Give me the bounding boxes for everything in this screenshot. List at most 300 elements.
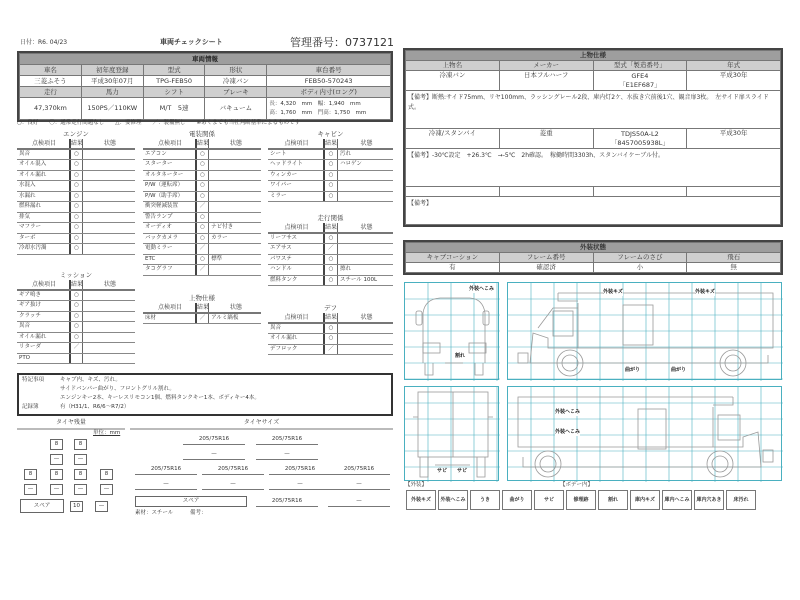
body-spec-section bbox=[143, 293, 261, 324]
check-row bbox=[17, 150, 135, 161]
header-cell: シフト bbox=[143, 87, 205, 98]
check-item: ギア抜け bbox=[19, 302, 42, 308]
cabin-section bbox=[268, 129, 393, 202]
check-row bbox=[268, 276, 393, 287]
dims-line: 長：4,320 mm 幅：1,940 mm bbox=[269, 100, 361, 107]
tire-size-cell: — bbox=[256, 450, 318, 460]
rating-legend: ○：良好 〇：通常走行問題なし △：要修理 ／：装備無し ※あくまでも当社判断基準によるものです bbox=[17, 120, 301, 126]
check-result: ○ bbox=[323, 234, 338, 244]
tire-size-cell: — bbox=[269, 480, 331, 490]
damage-legend-item: うき bbox=[470, 490, 500, 510]
check-item: 床材 bbox=[145, 314, 157, 321]
header-result: 結果 bbox=[325, 224, 338, 231]
check-row bbox=[268, 234, 393, 245]
header-item: 点検項目 bbox=[31, 139, 56, 147]
damage-mark: サビ bbox=[457, 468, 468, 474]
check-row bbox=[17, 213, 135, 224]
check-item: ETC bbox=[145, 255, 156, 262]
rear-truck-outline bbox=[405, 387, 500, 482]
check-row bbox=[17, 160, 135, 171]
header-item: 点検項目 bbox=[284, 223, 309, 231]
check-row bbox=[17, 181, 135, 192]
check-item: ハンドル bbox=[270, 266, 293, 272]
check-item: 衝突軽減装置 bbox=[145, 203, 179, 209]
header-cell: ボディ内寸(ロング) bbox=[267, 87, 391, 98]
header-cell: フレーム番号 bbox=[499, 253, 593, 263]
check-result: ○ bbox=[69, 160, 83, 170]
header-item: 点検項目 bbox=[284, 313, 309, 321]
tire-depth: 8 bbox=[50, 469, 63, 480]
value-cell: 平成30年 bbox=[687, 129, 781, 149]
column-header-row bbox=[268, 223, 393, 234]
header-cell: 形状 bbox=[205, 65, 267, 76]
date-label: 日付：R6. 04/23 bbox=[20, 39, 68, 46]
value-cell: 有 bbox=[406, 263, 500, 273]
check-item: 電動ミラー bbox=[145, 245, 173, 251]
check-result: ○ bbox=[195, 255, 209, 265]
header-cell: 走行 bbox=[20, 87, 82, 98]
notes-line: サイドバンパー曲がり、フロントグリル割れ。 bbox=[60, 386, 175, 392]
tire-depth: — bbox=[100, 484, 113, 495]
check-row bbox=[143, 234, 261, 245]
tire-depth: — bbox=[50, 454, 63, 465]
check-status: 汚れ bbox=[340, 150, 352, 157]
grid-lines bbox=[508, 387, 783, 482]
value-cell: 冷凍/スタンバイ bbox=[406, 129, 500, 149]
tire-remaining bbox=[17, 419, 125, 519]
check-result: ○ bbox=[69, 333, 83, 343]
check-result: ○ bbox=[323, 192, 338, 202]
check-row bbox=[143, 192, 261, 203]
remark-label: 備考： bbox=[190, 510, 207, 516]
tire-depth: 8 bbox=[50, 439, 63, 450]
header-result: 結果 bbox=[70, 140, 83, 147]
damage-legend-item: 曲がり bbox=[502, 490, 532, 510]
check-result: ○ bbox=[323, 255, 338, 265]
check-row bbox=[268, 150, 393, 161]
tire-depth: 8 bbox=[74, 469, 87, 480]
column-header-row bbox=[17, 280, 135, 291]
damage-legend-item: 床汚れ bbox=[726, 490, 756, 510]
check-row bbox=[143, 171, 261, 182]
memo: 【備考】-30℃設定 +26.3℃ →-5℃ 2h確認。 稼働時間3303h、スタンバイケーブル付。 bbox=[406, 149, 781, 187]
header-result: 結果 bbox=[325, 314, 338, 321]
check-item: 異音 bbox=[19, 150, 31, 157]
value-cell bbox=[593, 129, 687, 149]
check-item: ギア鳴き bbox=[19, 291, 42, 298]
value-cell bbox=[593, 71, 687, 91]
damage-legend-item: 庫内キズ bbox=[630, 490, 660, 510]
tire-size-cell: 205/75R16 bbox=[135, 465, 197, 475]
check-item: ワイパー bbox=[270, 182, 292, 188]
check-item: マフラー bbox=[19, 224, 42, 230]
serial: 「8457005938L」 bbox=[610, 138, 669, 147]
value-cell: 冷凍バン bbox=[205, 76, 267, 87]
check-item: オイル漏れ bbox=[270, 335, 298, 341]
check-row bbox=[143, 160, 261, 171]
check-row bbox=[268, 160, 393, 171]
check-result: ○ bbox=[323, 265, 338, 275]
check-result: ○ bbox=[195, 150, 209, 160]
interior-legend-label: 【ボデー内】 bbox=[560, 482, 594, 488]
notes-label: 特記事項 bbox=[22, 377, 45, 383]
value-cell: 菱重 bbox=[499, 129, 593, 149]
spare-label: スペア bbox=[20, 499, 64, 513]
header-result: 結果 bbox=[325, 140, 338, 147]
check-item: オイル漏れ bbox=[19, 171, 47, 178]
spare-depth: — bbox=[95, 501, 108, 512]
check-row bbox=[268, 244, 393, 255]
section-title: 電装関係 bbox=[189, 130, 215, 138]
header-item: 点検項目 bbox=[284, 139, 309, 147]
notes-line: キャブ内、キズ、汚れ。 bbox=[60, 377, 121, 383]
check-result: ○ bbox=[195, 160, 209, 170]
tire-size-title: タイヤサイズ bbox=[130, 419, 393, 430]
check-item: P/W（助手席） bbox=[145, 192, 184, 199]
material-label: 素材：スチール bbox=[135, 510, 174, 516]
damage-legend-item: 庫内穴あき bbox=[694, 490, 724, 510]
check-result: ／ bbox=[323, 345, 338, 355]
check-result: ○ bbox=[69, 171, 83, 181]
header-status: 状態 bbox=[360, 313, 373, 321]
check-result: ○ bbox=[195, 192, 209, 202]
section-title: デフ bbox=[324, 304, 337, 312]
header-cell: 年式 bbox=[687, 61, 781, 71]
check-result: ○ bbox=[69, 213, 83, 223]
check-result: ○ bbox=[195, 234, 209, 244]
check-result: ○ bbox=[323, 334, 338, 344]
header-status: 状態 bbox=[104, 139, 117, 147]
vehicle-info-title: 車両情報 bbox=[20, 54, 391, 65]
column-header-row bbox=[143, 303, 261, 314]
tire-size-cell: — bbox=[183, 450, 245, 460]
tire-size-cell: 205/75R16 bbox=[202, 465, 264, 475]
damage-legend-item: 割れ bbox=[598, 490, 628, 510]
running-section bbox=[268, 213, 393, 286]
check-row bbox=[17, 354, 135, 365]
check-row bbox=[17, 244, 135, 255]
tire-size bbox=[130, 419, 393, 519]
value-cell: 47,370km bbox=[20, 98, 82, 120]
check-status: ハロゲン bbox=[340, 161, 362, 167]
header-status: 状態 bbox=[230, 139, 243, 147]
check-status: スチール 100L bbox=[340, 276, 378, 283]
header-result: 結果 bbox=[196, 140, 209, 147]
value-cell: 150PS／110KW bbox=[81, 98, 143, 120]
grid-lines bbox=[508, 283, 783, 381]
check-item: オイル混入 bbox=[19, 161, 47, 167]
check-result: ○ bbox=[195, 171, 209, 181]
check-row bbox=[17, 343, 135, 354]
check-result: ○ bbox=[69, 202, 83, 212]
check-result: ○ bbox=[323, 324, 338, 334]
column-header-row bbox=[268, 139, 393, 150]
spare-depth: 10 bbox=[70, 501, 83, 512]
damage-legend-item: 外装へこみ bbox=[438, 490, 468, 510]
check-row bbox=[268, 192, 393, 203]
tire-size-cell: — bbox=[202, 480, 264, 490]
check-row bbox=[17, 322, 135, 333]
check-item: ウィンカー bbox=[270, 171, 298, 178]
model: GFE4 bbox=[631, 72, 649, 81]
front-view-diagram bbox=[404, 282, 499, 380]
diff-section bbox=[268, 303, 393, 355]
header-cell: 馬力 bbox=[81, 87, 143, 98]
damage-mark: 外装へこみ bbox=[555, 409, 581, 415]
tire-remaining-title: タイヤ残量 bbox=[17, 419, 125, 430]
check-item: バックカメラ bbox=[145, 234, 179, 241]
check-row bbox=[17, 192, 135, 203]
header-item: 点検項目 bbox=[157, 303, 182, 311]
damage-mark: 曲がり bbox=[625, 367, 641, 373]
right-side-diagram bbox=[507, 386, 782, 481]
check-row bbox=[143, 150, 261, 161]
serial: 「E1EF687」 bbox=[619, 80, 661, 89]
check-row bbox=[143, 265, 261, 276]
section-title: ミッション bbox=[59, 271, 93, 279]
check-status: 擦れ bbox=[340, 266, 352, 272]
damage-legend-item: 修理跡 bbox=[566, 490, 596, 510]
check-item: エアコン bbox=[145, 150, 167, 157]
check-item: P/W（運転席） bbox=[145, 182, 184, 188]
exterior-table bbox=[403, 240, 783, 275]
value-cell: 三菱ふそう bbox=[20, 76, 82, 87]
check-item: タコグラフ bbox=[145, 266, 173, 272]
check-item: 水漏れ bbox=[19, 192, 36, 199]
check-item: 異音 bbox=[270, 324, 282, 331]
check-row bbox=[143, 223, 261, 234]
dims-line: 高：1,760 mm 門高：1,750 mm bbox=[269, 109, 367, 116]
check-result: ○ bbox=[69, 322, 83, 332]
section-title: 走行関係 bbox=[317, 214, 344, 222]
check-item: ヘッドライト bbox=[270, 161, 303, 167]
vehicle-info-table bbox=[17, 51, 393, 122]
check-row bbox=[143, 244, 261, 255]
front-truck-outline bbox=[405, 283, 500, 381]
tire-depth: — bbox=[24, 484, 37, 495]
damage-mark: 曲がり bbox=[671, 367, 687, 373]
damage-mark: サビ bbox=[437, 468, 448, 474]
exterior-title: 外装状態 bbox=[406, 243, 781, 253]
damage-mark: 外装へこみ bbox=[469, 286, 495, 292]
value-cell: 日本フルハーフ bbox=[499, 71, 593, 91]
check-result bbox=[69, 354, 83, 364]
column-header-row bbox=[17, 139, 135, 150]
body-dimensions bbox=[267, 98, 391, 120]
damage-mark: 外装キズ bbox=[695, 289, 715, 295]
upper-spec-title: 上物仕様 bbox=[406, 51, 781, 61]
value-cell: 小 bbox=[593, 263, 687, 273]
header-status: 状態 bbox=[230, 303, 243, 311]
side-truck-outline bbox=[508, 387, 783, 482]
check-item: オイル漏れ bbox=[19, 333, 47, 340]
check-item: クラッチ bbox=[19, 312, 41, 319]
check-row bbox=[268, 181, 393, 192]
header-cell: 車名 bbox=[20, 65, 82, 76]
check-status: 標準 bbox=[211, 255, 223, 262]
exterior-legend-label: 【外装】 bbox=[405, 482, 428, 488]
spare-size: 205/75R16 bbox=[256, 497, 318, 507]
damage-legend-item: 外装キズ bbox=[406, 490, 436, 510]
sheet-title: 車両チェックシート bbox=[160, 38, 223, 46]
damage-legend-item: 庫内へこみ bbox=[662, 490, 692, 510]
check-result: ／ bbox=[195, 244, 209, 254]
header-status: 状態 bbox=[104, 280, 117, 288]
mission-section bbox=[17, 270, 135, 364]
header-status: 状態 bbox=[360, 223, 373, 231]
header-cell: 型式 bbox=[143, 65, 205, 76]
check-item: 燃料タンク bbox=[270, 276, 298, 283]
tire-depth: — bbox=[50, 484, 63, 495]
check-row bbox=[268, 345, 393, 356]
check-row bbox=[17, 202, 135, 213]
check-result: ○ bbox=[323, 160, 338, 170]
check-row bbox=[268, 334, 393, 345]
column-header-row bbox=[268, 313, 393, 324]
check-result: ○ bbox=[195, 213, 209, 223]
check-item: PTO bbox=[19, 354, 31, 361]
header-cell: 初年度登録 bbox=[81, 65, 143, 76]
rear-view-diagram bbox=[404, 386, 499, 481]
check-item: リーフサス bbox=[270, 234, 298, 241]
electric-section bbox=[143, 129, 261, 276]
check-result: ○ bbox=[69, 244, 83, 254]
check-result: ○ bbox=[69, 181, 83, 191]
value-cell: 平成30年 bbox=[687, 71, 781, 91]
check-result: ／ bbox=[69, 343, 83, 353]
check-result: ○ bbox=[69, 192, 83, 202]
check-result: ○ bbox=[195, 181, 209, 191]
check-row bbox=[268, 265, 393, 276]
check-row bbox=[17, 291, 135, 302]
engine-section bbox=[17, 129, 135, 255]
check-item: スターター bbox=[145, 161, 173, 167]
check-result: ○ bbox=[69, 291, 83, 301]
tire-depth: — bbox=[74, 454, 87, 465]
tire-size-cell: 205/75R16 bbox=[183, 435, 245, 445]
check-item: オルタネーター bbox=[145, 171, 184, 178]
check-status: ナビ付き bbox=[211, 224, 234, 230]
tire-depth: 8 bbox=[74, 439, 87, 450]
damage-mark: 割れ bbox=[455, 353, 466, 359]
tire-depth: 8 bbox=[100, 469, 113, 480]
header-item: 点検項目 bbox=[31, 280, 56, 288]
check-result: ／ bbox=[323, 244, 338, 254]
header-result: 結果 bbox=[196, 304, 209, 311]
section-title: エンジン bbox=[63, 130, 89, 138]
value-cell: TPG-FEB50 bbox=[143, 76, 205, 87]
notes-line: エンジンキー2本、キーレスリモコン1個、燃料タンクキー1本、ボディキー4本。 bbox=[60, 395, 260, 401]
check-item: 冷却水汚濁 bbox=[19, 245, 47, 251]
control-number: 管理番号：0737121 bbox=[290, 36, 394, 49]
check-result: ○ bbox=[323, 171, 338, 181]
check-result: ○ bbox=[69, 301, 83, 311]
check-item: ターボ bbox=[19, 234, 36, 241]
special-notes bbox=[17, 373, 393, 416]
check-row bbox=[17, 223, 135, 234]
header-cell: キャブコーション bbox=[406, 253, 500, 263]
check-item: 燃料漏れ bbox=[19, 203, 42, 209]
check-result: ／ bbox=[195, 202, 209, 212]
check-result: ○ bbox=[323, 150, 338, 160]
check-row bbox=[143, 213, 261, 224]
value-cell: FEB50-570243 bbox=[267, 76, 391, 87]
header-cell: フレームのさび bbox=[593, 253, 687, 263]
value-cell: バキューム bbox=[205, 98, 267, 120]
header-cell: 飛石 bbox=[687, 253, 781, 263]
header-cell: 上物名 bbox=[406, 61, 500, 71]
check-row bbox=[17, 312, 135, 323]
check-row bbox=[143, 314, 261, 325]
memo: 【備考】 bbox=[406, 197, 781, 225]
memo: 【備考】断熱:サイド75mm、リヤ100mm、ラッシングレール2段、庫内灯2ケ、水抜き穴前後1穴、観音扉3枚。 左サイド扉スライド式。 bbox=[406, 91, 781, 129]
check-item: オーディオ bbox=[145, 224, 173, 230]
tire-depth: — bbox=[74, 484, 87, 495]
column-header-row bbox=[143, 139, 261, 150]
value-cell: 冷凍バン bbox=[406, 71, 500, 91]
check-result: ／ bbox=[195, 314, 209, 324]
check-item: 排気 bbox=[19, 213, 31, 220]
check-item: 警告ランプ bbox=[145, 213, 173, 220]
spare-size-label: スペア bbox=[135, 496, 247, 507]
check-result: ○ bbox=[69, 312, 83, 322]
damage-mark: 外装へこみ bbox=[555, 429, 581, 435]
check-item: パワステ bbox=[270, 255, 292, 262]
tire-depth: 8 bbox=[24, 469, 37, 480]
check-result: ○ bbox=[323, 276, 338, 286]
check-status: カラー bbox=[211, 234, 228, 241]
check-result: ○ bbox=[69, 223, 83, 233]
check-row bbox=[17, 234, 135, 245]
check-item: ミラー bbox=[270, 192, 287, 199]
unit-label: 単位：mm bbox=[93, 430, 121, 436]
header-cell: 車台番号 bbox=[267, 65, 391, 76]
header-result: 結果 bbox=[70, 281, 83, 288]
check-row bbox=[143, 181, 261, 192]
section-title: 上物仕様 bbox=[189, 294, 215, 302]
check-row bbox=[268, 255, 393, 266]
check-row bbox=[17, 301, 135, 312]
tire-size-cell: — bbox=[328, 480, 390, 490]
check-row bbox=[17, 171, 135, 182]
side-truck-outline bbox=[508, 283, 783, 381]
upper-spec-table bbox=[403, 48, 783, 227]
check-row bbox=[268, 171, 393, 182]
damage-mark: 外装キズ bbox=[603, 289, 623, 295]
header-status: 状態 bbox=[360, 139, 373, 147]
value-cell: 無 bbox=[687, 263, 781, 273]
tire-size-cell: 205/75R16 bbox=[256, 435, 318, 445]
check-item: エアサス bbox=[270, 245, 292, 251]
check-item: デフロック bbox=[270, 345, 298, 352]
model: TDJS50A-L2 bbox=[621, 130, 659, 139]
check-row bbox=[143, 255, 261, 266]
check-item: シート bbox=[270, 150, 287, 157]
spare-size: — bbox=[328, 497, 390, 507]
grid-lines bbox=[405, 387, 500, 482]
value-cell: 確認済 bbox=[499, 263, 593, 273]
record-label: 記録簿 bbox=[22, 404, 39, 410]
check-result: ○ bbox=[69, 234, 83, 244]
value-cell: 平成30年07月 bbox=[81, 76, 143, 87]
header-cell: ブレーキ bbox=[205, 87, 267, 98]
check-result: ○ bbox=[195, 223, 209, 233]
section-title: キャビン bbox=[317, 130, 344, 138]
left-side-diagram bbox=[507, 282, 782, 380]
value-cell: M/T 5速 bbox=[143, 98, 205, 120]
check-result: ○ bbox=[69, 150, 83, 160]
check-item: 異音 bbox=[19, 323, 31, 329]
